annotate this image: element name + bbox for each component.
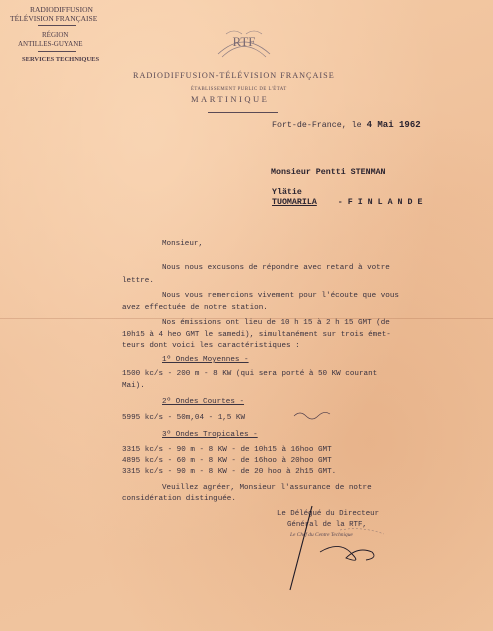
section2-title: 2º Ondes Courtes - — [162, 398, 245, 406]
signature-stamp: Le Chef du Centre Technique — [290, 532, 353, 538]
section1-line2: Mai). — [122, 382, 145, 390]
rtf-logo-icon — [214, 24, 274, 60]
recipient-name-prefix: Monsieur Pentti — [271, 168, 346, 177]
signature-icon — [280, 500, 390, 600]
letterhead-service: SERVICES TECHNIQUES — [22, 56, 100, 63]
center-subtitle: ÉTABLISSEMENT PUBLIC DE L'ÉTAT — [191, 87, 287, 92]
letterhead-region-line2: ANTILLES-GUYANE — [18, 40, 83, 48]
tropical-row: 3315 kc/s - 90 m - 8 KW - de 20 hoo à 2h15 GMT. — [122, 468, 337, 476]
letterhead-region-line1: RÉGION — [42, 31, 69, 39]
recipient-city-line — [272, 198, 422, 207]
para3-line3: teurs dont voici les caractéristiques : — [122, 342, 300, 350]
center-title: RADIODIFFUSION-TÉLÉVISION FRANÇAISE — [133, 71, 335, 80]
section1-line1: 1500 kc/s - 200 m - 8 KW (qui sera porté à 50 KW courant — [122, 370, 378, 378]
letterhead-rule — [38, 25, 76, 26]
letterhead-org-line1: RADIODIFFUSION — [30, 5, 93, 14]
letter-date: 4 Mai 1962 — [366, 120, 421, 130]
para3-line1: Nos émissions ont lieu de 10 h 15 à 2 h 15 GMT (de — [162, 319, 390, 327]
section2-line1: 5995 kc/s - 50m,04 - 1,5 KW — [122, 414, 246, 422]
para1-line1: Nous nous excusons de répondre avec retard à votre — [162, 264, 390, 272]
tropical-row: 4895 kc/s - 60 m - 8 KW - de 16hoo à 20hoo GMT — [122, 457, 332, 465]
center-rule — [208, 112, 278, 113]
para3-line2: 10h15 à 4 heo GMT le samedi), simultanément sur trois émet- — [122, 331, 391, 339]
recipient-surname: STENMAN — [350, 168, 386, 177]
para2-line1: Nous vous remercions vivement pour l'écoute que vous — [162, 292, 399, 300]
salutation: Monsieur, — [162, 240, 204, 248]
ink-scribble-icon — [292, 408, 332, 422]
para2-line2: avez effectuée de notre station. — [122, 304, 268, 312]
letterhead-org-line2: TÉLÉVISION FRANÇAISE — [10, 14, 98, 23]
recipient-city: TUOMARILA — [272, 198, 317, 207]
recipient-country: - F I N L A N D E — [337, 198, 423, 207]
closing-line1: Veuillez agréer, Monsieur l'assurance de notre — [162, 484, 372, 492]
signature-title-line1: Le Délégué du Directeur — [277, 510, 380, 518]
letterhead-rule — [38, 51, 76, 52]
place-date-prefix: Fort-de-France, le — [272, 121, 362, 130]
section1-title: 1º Ondes Moyennes - — [162, 356, 249, 364]
section3-title: 3º Ondes Tropicales - — [162, 431, 258, 439]
recipient-address: Ylätie — [272, 188, 302, 197]
center-place: MARTINIQUE — [191, 94, 270, 104]
signature-title-line2: Général de la RTF, — [287, 521, 367, 529]
recipient-name — [271, 168, 386, 177]
para1-line2: lettre. — [122, 277, 154, 285]
closing-line2: considération distinguée. — [122, 495, 236, 503]
place-date — [272, 120, 421, 130]
tropical-row: 3315 kc/s - 90 m - 8 KW - de 10h15 à 16hoo GMT — [122, 446, 332, 454]
logo-text: RTF — [232, 34, 256, 49]
